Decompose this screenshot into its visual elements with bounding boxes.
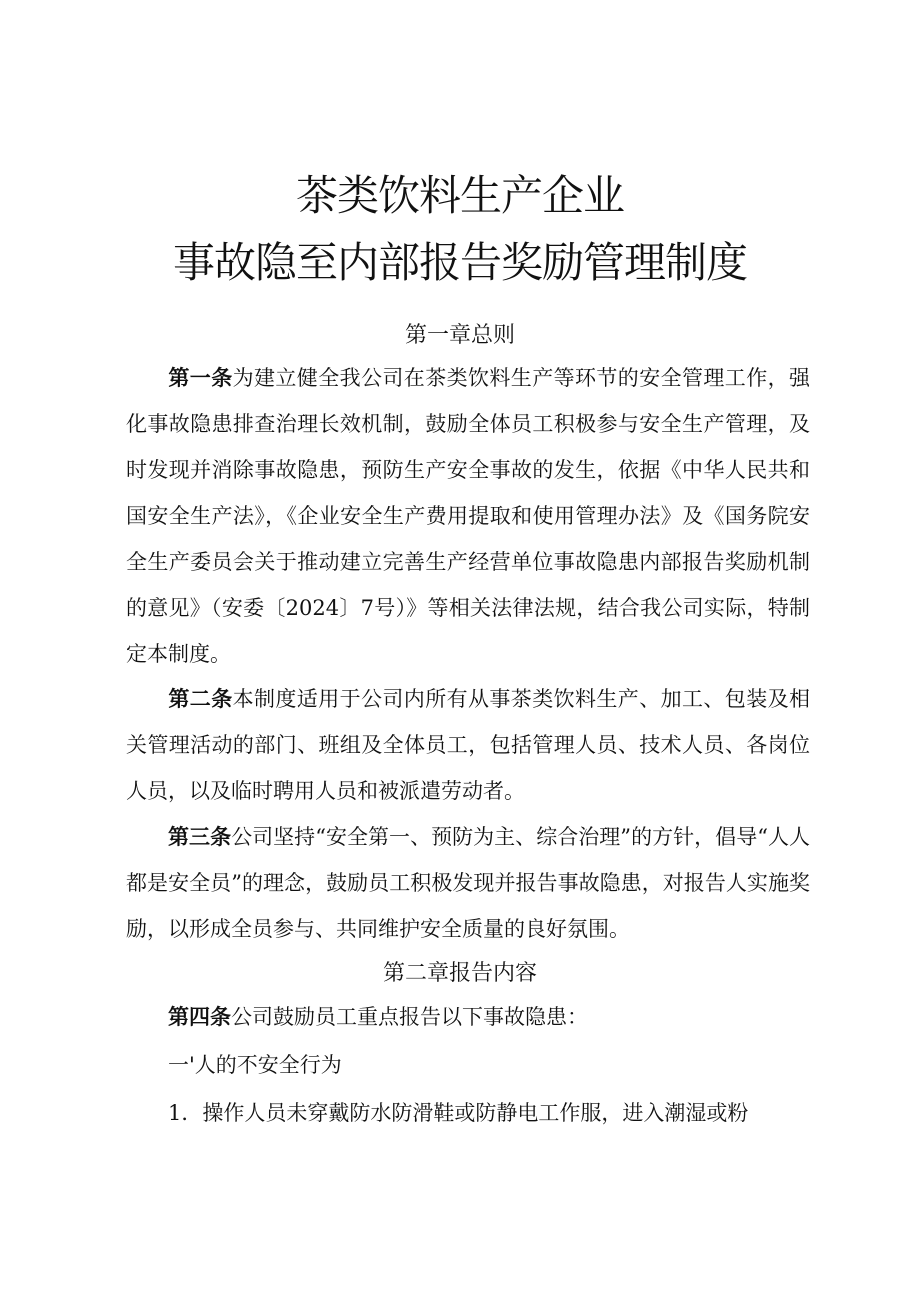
chapter-1-heading: 第一章总则: [404, 323, 515, 348]
section-1-heading: 一'人的不安全行为: [168, 1053, 342, 1077]
chapter-2-heading: 第二章报告内容: [382, 961, 537, 986]
article-4-label: 第四条: [168, 1005, 231, 1029]
article-1: [126, 355, 810, 677]
article-4: [126, 994, 810, 1040]
article-3-label: 第三条: [168, 825, 232, 849]
document-title-line-2: 事故隐至内部报告奖励管理制度: [172, 238, 747, 287]
article-2-text: 本制度适用于公司内所有从事茶类饮料生产、加工、包装及相关管理活动的部门、班组及全体员工，包括管理人员、技术人员、各岗位人员，以及临时聘用人员和被派遣劳动者。: [126, 687, 811, 803]
article-3-text: 公司坚持“安全第一、预防为主、综合治理”的方针，倡导“人人都是安全员”的理念，鼓励员工积极发现并报告事故隐患，对报告人实施奖励，以形成全员参与、共同维护安全质量的良好氛围。: [126, 825, 810, 941]
article-3: [126, 814, 810, 952]
article-2: [126, 676, 810, 814]
list-item-1: 1．操作人员未穿戴防水防滑鞋或防静电工作服，进入潮湿或粉: [168, 1101, 749, 1125]
article-4-text: 公司鼓励员工重点报告以下事故隐患：: [231, 1005, 588, 1029]
article-2-label: 第二条: [168, 687, 233, 711]
article-1-label: 第一条: [168, 366, 233, 390]
article-1-text: 为建立健全我公司在茶类饮料生产等环节的安全管理工作，强化事故隐患排查治理长效机制，鼓励全体员工积极参与安全生产管理，及时发现并消除事故隐患，预防生产安全事故的发生，依据《中华人民共和国安全生产法》，《企业安全生产费用提取和使用管理办法》及《国务院安全生产委员会关于推动建立完善生产经营单位事故隐患内部报告奖励机制的意见》（安委〔2024〕7号）》等相关法律法规，结合我公司实际，特制定本制度。: [126, 366, 811, 666]
document-title-line-1: 茶类饮料生产企业: [295, 171, 624, 220]
